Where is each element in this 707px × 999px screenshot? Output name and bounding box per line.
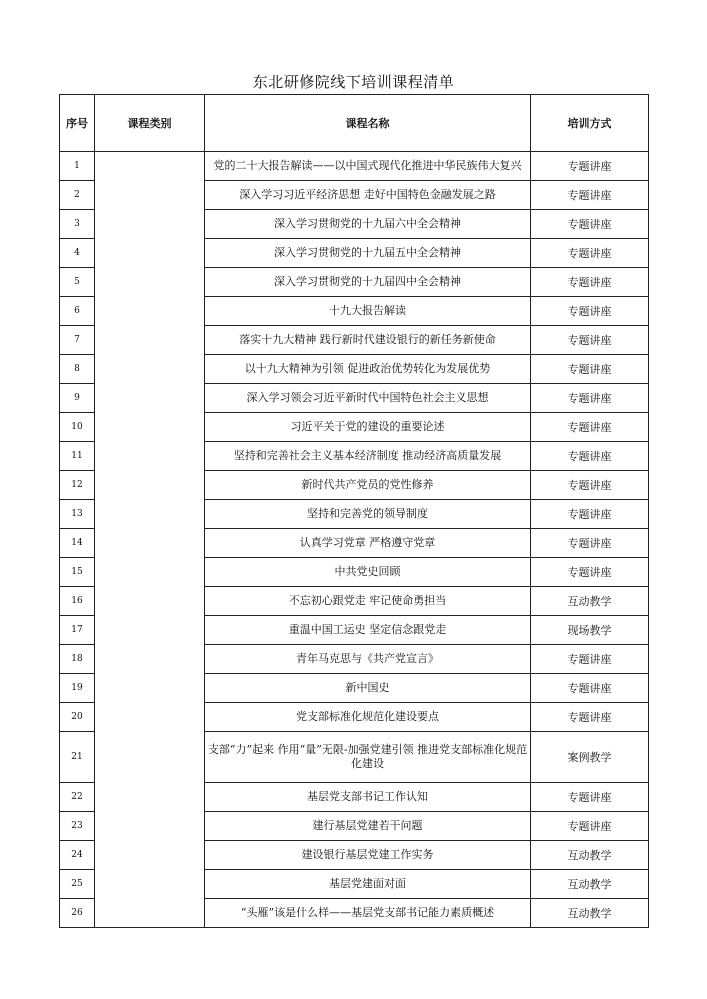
table-header-row: [60, 95, 649, 152]
row-course-name: 以十九大精神为引领 促进政治优势转化为发展优势: [205, 355, 531, 384]
row-training-method: 专题讲座: [531, 413, 649, 442]
row-seq: 17: [60, 616, 95, 645]
row-seq: 26: [60, 899, 95, 928]
row-training-method: 专题讲座: [531, 297, 649, 326]
row-seq: 7: [60, 326, 95, 355]
row-training-method: 专题讲座: [531, 674, 649, 703]
row-course-name: 建行基层党建若干问题: [205, 812, 531, 841]
row-seq: 25: [60, 870, 95, 899]
row-seq: 8: [60, 355, 95, 384]
row-course-name: 基层党支部书记工作认知: [205, 783, 531, 812]
row-training-method: 专题讲座: [531, 783, 649, 812]
row-training-method: 专题讲座: [531, 812, 649, 841]
row-seq: 2: [60, 181, 95, 210]
row-course-name: 支部“力”起来 作用“量”无限-加强党建引领 推进党支部标准化规范化建设: [205, 732, 531, 783]
row-course-name: 认真学习党章 严格遵守党章: [205, 529, 531, 558]
row-training-method: 互动教学: [531, 841, 649, 870]
row-course-name: 深入学习贯彻党的十九届六中全会精神: [205, 210, 531, 239]
row-course-name: 坚持和完善社会主义基本经济制度 推动经济高质量发展: [205, 442, 531, 471]
row-training-method: 专题讲座: [531, 355, 649, 384]
row-category: [95, 152, 205, 928]
row-seq: 12: [60, 471, 95, 500]
row-seq: 24: [60, 841, 95, 870]
row-training-method: 专题讲座: [531, 384, 649, 413]
row-training-method: 专题讲座: [531, 703, 649, 732]
row-course-name: 习近平关于党的建设的重要论述: [205, 413, 531, 442]
row-course-name: 重温中国工运史 坚定信念跟党走: [205, 616, 531, 645]
table-row: [60, 152, 649, 181]
row-training-method: 专题讲座: [531, 645, 649, 674]
row-training-method: 专题讲座: [531, 326, 649, 355]
row-seq: 16: [60, 587, 95, 616]
row-training-method: 专题讲座: [531, 181, 649, 210]
header-course-name: 课程名称: [205, 95, 531, 152]
row-course-name: 深入学习领会习近平新时代中国特色社会主义思想: [205, 384, 531, 413]
row-seq: 23: [60, 812, 95, 841]
row-training-method: 专题讲座: [531, 152, 649, 181]
row-training-method: 互动教学: [531, 587, 649, 616]
row-course-name: 党支部标准化规范化建设要点: [205, 703, 531, 732]
row-training-method: 专题讲座: [531, 442, 649, 471]
row-seq: 10: [60, 413, 95, 442]
document-title: 东北研修院线下培训课程清单: [252, 73, 455, 91]
row-seq: 18: [60, 645, 95, 674]
row-seq: 22: [60, 783, 95, 812]
row-training-method: 专题讲座: [531, 268, 649, 297]
row-seq: 9: [60, 384, 95, 413]
row-training-method: 现场教学: [531, 616, 649, 645]
row-seq: 1: [60, 152, 95, 181]
row-course-name: 党的二十大报告解读——以中国式现代化推进中华民族伟大复兴: [205, 152, 531, 181]
row-seq: 19: [60, 674, 95, 703]
header-seq: 序号: [60, 95, 95, 152]
row-course-name: 深入学习贯彻党的十九届四中全会精神: [205, 268, 531, 297]
row-seq: 4: [60, 239, 95, 268]
row-seq: 11: [60, 442, 95, 471]
row-seq: 6: [60, 297, 95, 326]
row-seq: 15: [60, 558, 95, 587]
row-training-method: 专题讲座: [531, 558, 649, 587]
row-training-method: 互动教学: [531, 870, 649, 899]
row-training-method: 专题讲座: [531, 239, 649, 268]
row-course-name: 青年马克思与《共产党宣言》: [205, 645, 531, 674]
row-course-name: 新中国史: [205, 674, 531, 703]
row-training-method: 专题讲座: [531, 529, 649, 558]
row-course-name: 不忘初心跟党走 牢记使命勇担当: [205, 587, 531, 616]
row-seq: 3: [60, 210, 95, 239]
row-seq: 5: [60, 268, 95, 297]
row-training-method: 案例教学: [531, 732, 649, 783]
row-course-name: 新时代共产党员的党性修养: [205, 471, 531, 500]
row-training-method: 专题讲座: [531, 471, 649, 500]
row-course-name: 坚持和完善党的领导制度: [205, 500, 531, 529]
row-seq: 13: [60, 500, 95, 529]
row-course-name: 基层党建面对面: [205, 870, 531, 899]
row-course-name: 深入学习贯彻党的十九届五中全会精神: [205, 239, 531, 268]
row-course-name: 深入学习习近平经济思想 走好中国特色金融发展之路: [205, 181, 531, 210]
row-course-name: “头雁”该是什么样——基层党支部书记能力素质概述: [205, 899, 531, 928]
row-training-method: 专题讲座: [531, 500, 649, 529]
row-seq: 21: [60, 732, 95, 783]
row-training-method: 互动教学: [531, 899, 649, 928]
header-category: 课程类别: [95, 95, 205, 152]
row-course-name: 中共党史回顾: [205, 558, 531, 587]
header-training-method: 培训方式: [531, 95, 649, 152]
row-seq: 14: [60, 529, 95, 558]
row-course-name: 建设银行基层党建工作实务: [205, 841, 531, 870]
row-seq: 20: [60, 703, 95, 732]
row-course-name: 落实十九大精神 践行新时代建设银行的新任务新使命: [205, 326, 531, 355]
course-table: [59, 94, 649, 928]
row-course-name: 十九大报告解读: [205, 297, 531, 326]
row-training-method: 专题讲座: [531, 210, 649, 239]
